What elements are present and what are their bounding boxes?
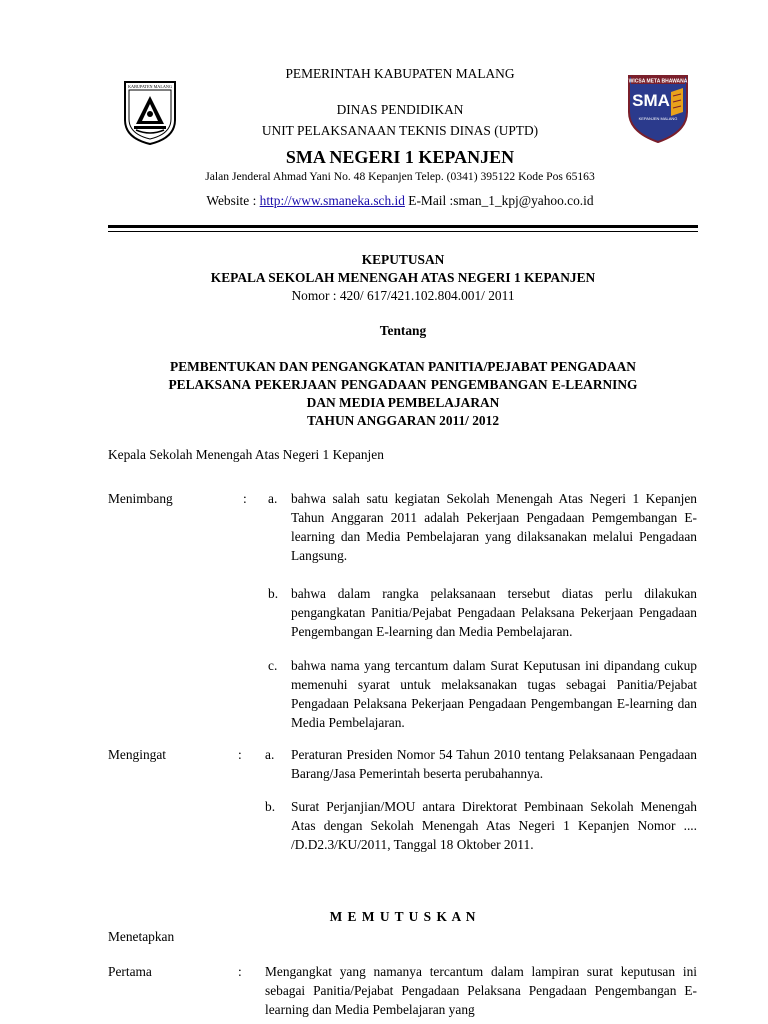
svg-text:WICSA META BHAWANA: WICSA META BHAWANA — [628, 78, 688, 85]
website-link[interactable]: http://www.smaneka.sch.id — [259, 193, 405, 208]
menimbang-item-c-text: bahwa nama yang tercantum dalam Surat Keputusan ini dipandang cukup memenuhi syarat untuk melaksanakan tugas sebagai Panitia/Pejabat Pengadaan Pelaksana Pekerjaan Pengadaan Pengembangan E-learning dan Media Pembelajaran. — [291, 658, 697, 730]
decree-number: Nomor : 420/ 617/421.102.804.001/ 2011 — [291, 288, 515, 303]
menimbang-item-c-letter: c. — [268, 658, 278, 673]
svg-text:SMA: SMA — [632, 91, 670, 110]
mengingat-label: Mengingat — [108, 747, 167, 762]
svg-text:KEPANJEN MALANG: KEPANJEN MALANG — [638, 116, 678, 121]
mengingat-colon: : — [238, 747, 242, 762]
sma-logo — [627, 72, 689, 144]
mengingat-item-b-letter: b. — [265, 799, 276, 814]
decree-tentang: Tentang — [379, 323, 427, 338]
email-text: E-Mail :sman_1_kpj@yahoo.co.id — [404, 193, 594, 208]
mengingat-item-a-letter: a. — [265, 747, 275, 762]
pertama-text: Mengangkat yang namanya tercantum dalam lampiran surat keputusan ini sebagai Panitia/Pejabat Pengadaan Pelaksana Pengadaan Pengembangan E-learning dan Media Pembelajaran yang — [265, 964, 697, 1017]
website-label: Website : — [206, 193, 260, 208]
header-address: Jalan Jenderal Ahmad Yani No. 48 Kepanjen Telep. (0341) 395122 Kode Pos 65163 — [205, 170, 595, 183]
opening-statement: Kepala Sekolah Menengah Atas Negeri 1 Kepanjen — [108, 447, 384, 462]
memutuskan-heading: M E M U T U S K A N — [329, 909, 477, 924]
decree-subject-line-3: DAN MEDIA PEMBELAJARAN — [306, 395, 500, 410]
pertama-label: Pertama — [108, 964, 152, 979]
decree-subject-line-1: PEMBENTUKAN DAN PENGANGKATAN PANITIA/PEJABAT PENGADAAN — [170, 359, 636, 374]
header-divider-thick — [108, 225, 698, 228]
header-divider-thin — [108, 231, 698, 232]
menimbang-item-b-letter: b. — [268, 586, 279, 601]
mengingat-item-b-text: Surat Perjanjian/MOU antara Direktorat Pembinaan Sekolah Menengah Atas dengan Sekolah Menengah Atas Negeri 1 Kepanjen Nomor .... /D.D2.3/KU/2011, Tanggal 18 Oktober 2011. — [291, 799, 697, 852]
header-unit: UNIT PELAKSANAAN TEKNIS DINAS (UPTD) — [261, 123, 539, 138]
svg-text:KABUPATEN MALANG: KABUPATEN MALANG — [128, 84, 172, 89]
menetapkan-label: Menetapkan — [108, 929, 175, 944]
pertama-colon: : — [238, 964, 242, 979]
header-department: DINAS PENDIDIKAN — [336, 102, 464, 117]
mengingat-item-a-text: Peraturan Presiden Nomor 54 Tahun 2010 tentang Pelaksanaan Pengadaan Barang/Jasa Pemerintah beserta perubahannya. — [291, 747, 697, 781]
menimbang-item-a-text: bahwa salah satu kegiatan Sekolah Menengah Atas Negeri 1 Kepanjen Tahun Anggaran 2011 adalah Pekerjaan Pengadaan Pemgembangan E-learning dan Media Pembelajaran yang dilaksanakan melalui Pengadaan Langsung. — [291, 491, 697, 563]
decree-subtitle: KEPALA SEKOLAH MENENGAH ATAS NEGERI 1 KEPANJEN — [210, 270, 596, 285]
menimbang-item-a-letter: a. — [268, 491, 278, 506]
decree-title: KEPUTUSAN — [361, 252, 445, 267]
menimbang-label: Menimbang — [108, 491, 173, 506]
kabupaten-malang-logo — [122, 80, 178, 146]
header-government: PEMERINTAH KABUPATEN MALANG — [285, 66, 515, 81]
menimbang-colon: : — [243, 491, 247, 506]
menimbang-item-b-text: bahwa dalam rangka pelaksanaan tersebut diatas perlu dilakukan pengangkatan Panitia/Pejabat Pengadaan Pelaksana Pekerjaan Pengadaan Pengembangan E-learning dan Media Pembelajaran. — [291, 586, 697, 639]
decree-subject-line-4: TAHUN ANGGARAN 2011/ 2012 — [306, 413, 500, 428]
header-contact — [140, 191, 660, 210]
decree-subject-line-2: PELAKSANA PEKERJAAN PENGADAAN PENGEMBANGAN E-LEARNING — [168, 377, 638, 392]
header-school-name: SMA NEGERI 1 KEPANJEN — [285, 147, 515, 167]
